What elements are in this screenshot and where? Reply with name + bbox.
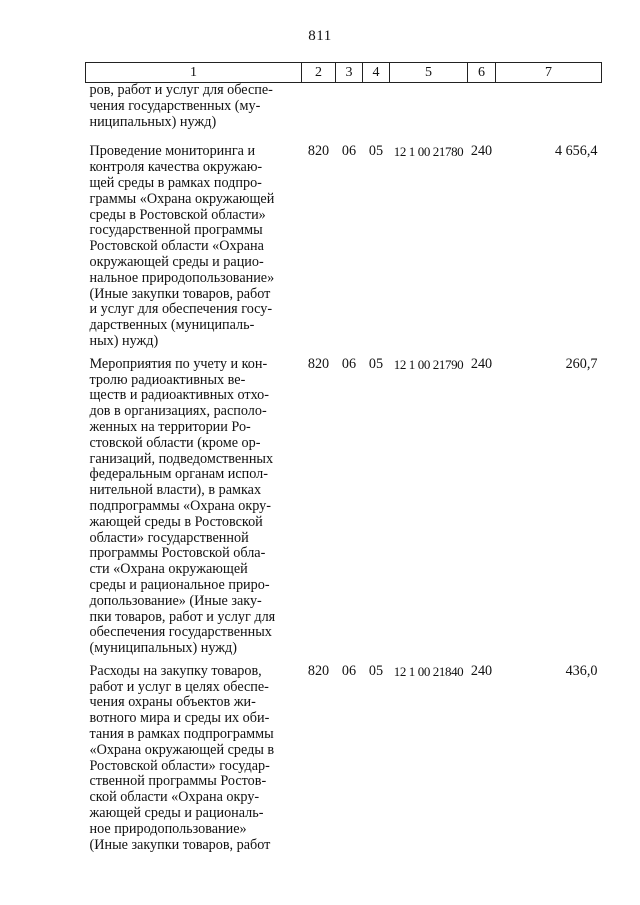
row-expense-type: [468, 83, 496, 138]
table-row: [86, 350, 602, 657]
header-col-7: 7: [496, 63, 602, 83]
table-row: [86, 657, 602, 854]
row-target-code: 12 1 00 21840: [393, 663, 464, 679]
row-description: Мероприятия по учету и кон- тролю радиоактивных ве- ществ и радиоактивных отхо- дов в организациях, располо- женных на территории Ро- стовской области (кроме ор- ганизаций, подведомственных федеральным органам испол- нительной власти), в рамках подпрограммы «Охрана окру- жающей среды в Ростовской области» государственной программы Ростовской обла- сти «Охрана окружающей среды и рациональное приро- допользование» (Иные заку- пки товаров, работ и услуг для обеспечения государственных (муниципальных) нужд): [89, 355, 276, 657]
header-col-5: 5: [390, 63, 468, 83]
header-row: [86, 63, 602, 83]
table-row: [86, 137, 602, 349]
row-expense-type: 240: [470, 662, 493, 679]
row-admin-code: 820: [307, 355, 330, 372]
row-target-code: [390, 83, 468, 138]
row-subsection-code: 05: [368, 355, 384, 372]
row-subsection-code: 05: [368, 662, 384, 679]
row-target-code: 12 1 00 21790: [393, 356, 464, 372]
row-section-code: 06: [341, 143, 357, 160]
row-section-code: [336, 83, 363, 138]
row-description: Проведение мониторинга и контроля качества окружаю- щей среды в рамках подпро- граммы «Охрана окружающей среды в Ростовской области» государственной программы Ростовской области «Охрана окружающей среды и рацио- нальное природопользование» (Иные закупки товаров, работ и услуг для обеспечения госу- дарственных (муниципаль- ных) нужд): [89, 143, 275, 349]
row-amount: [496, 83, 602, 138]
row-expense-type: 240: [470, 355, 493, 372]
row-admin-code: 820: [307, 143, 330, 160]
row-subsection-code: [363, 83, 390, 138]
row-admin-code: [302, 83, 336, 138]
header-col-2: 2: [302, 63, 336, 83]
row-amount: 260,7: [565, 355, 598, 372]
row-target-code: 12 1 00 21780: [393, 144, 464, 160]
row-amount: 4 656,4: [554, 143, 598, 160]
row-amount: 436,0: [565, 662, 598, 679]
budget-table: [85, 62, 602, 853]
header-col-4: 4: [363, 63, 390, 83]
row-description: ров, работ и услуг для обеспе- чения государственных (му- ниципальных) нужд): [89, 82, 273, 130]
row-section-code: 06: [341, 355, 357, 372]
row-description: Расходы на закупку товаров, работ и услуг в целях обеспе- чения охраны объектов жи- вотного мира и среды их оби- тания в рамках подпрограммы «Охрана окружающей среды в Ростовской области» государ- ственной программы Ростов- ской области «Охрана окру- жающей среды и рациональ- ное природопользование» (Иные закупки товаров, работ: [89, 662, 275, 853]
row-section-code: 06: [341, 662, 357, 679]
row-subsection-code: 05: [368, 143, 384, 160]
row-admin-code: 820: [307, 662, 330, 679]
header-col-6: 6: [468, 63, 496, 83]
header-col-3: 3: [336, 63, 363, 83]
table-row: [86, 83, 602, 138]
header-col-1: 1: [86, 63, 302, 83]
row-expense-type: 240: [470, 143, 493, 160]
table-body: [86, 83, 602, 854]
table-header: [86, 63, 602, 83]
page-number: 811: [308, 28, 332, 44]
